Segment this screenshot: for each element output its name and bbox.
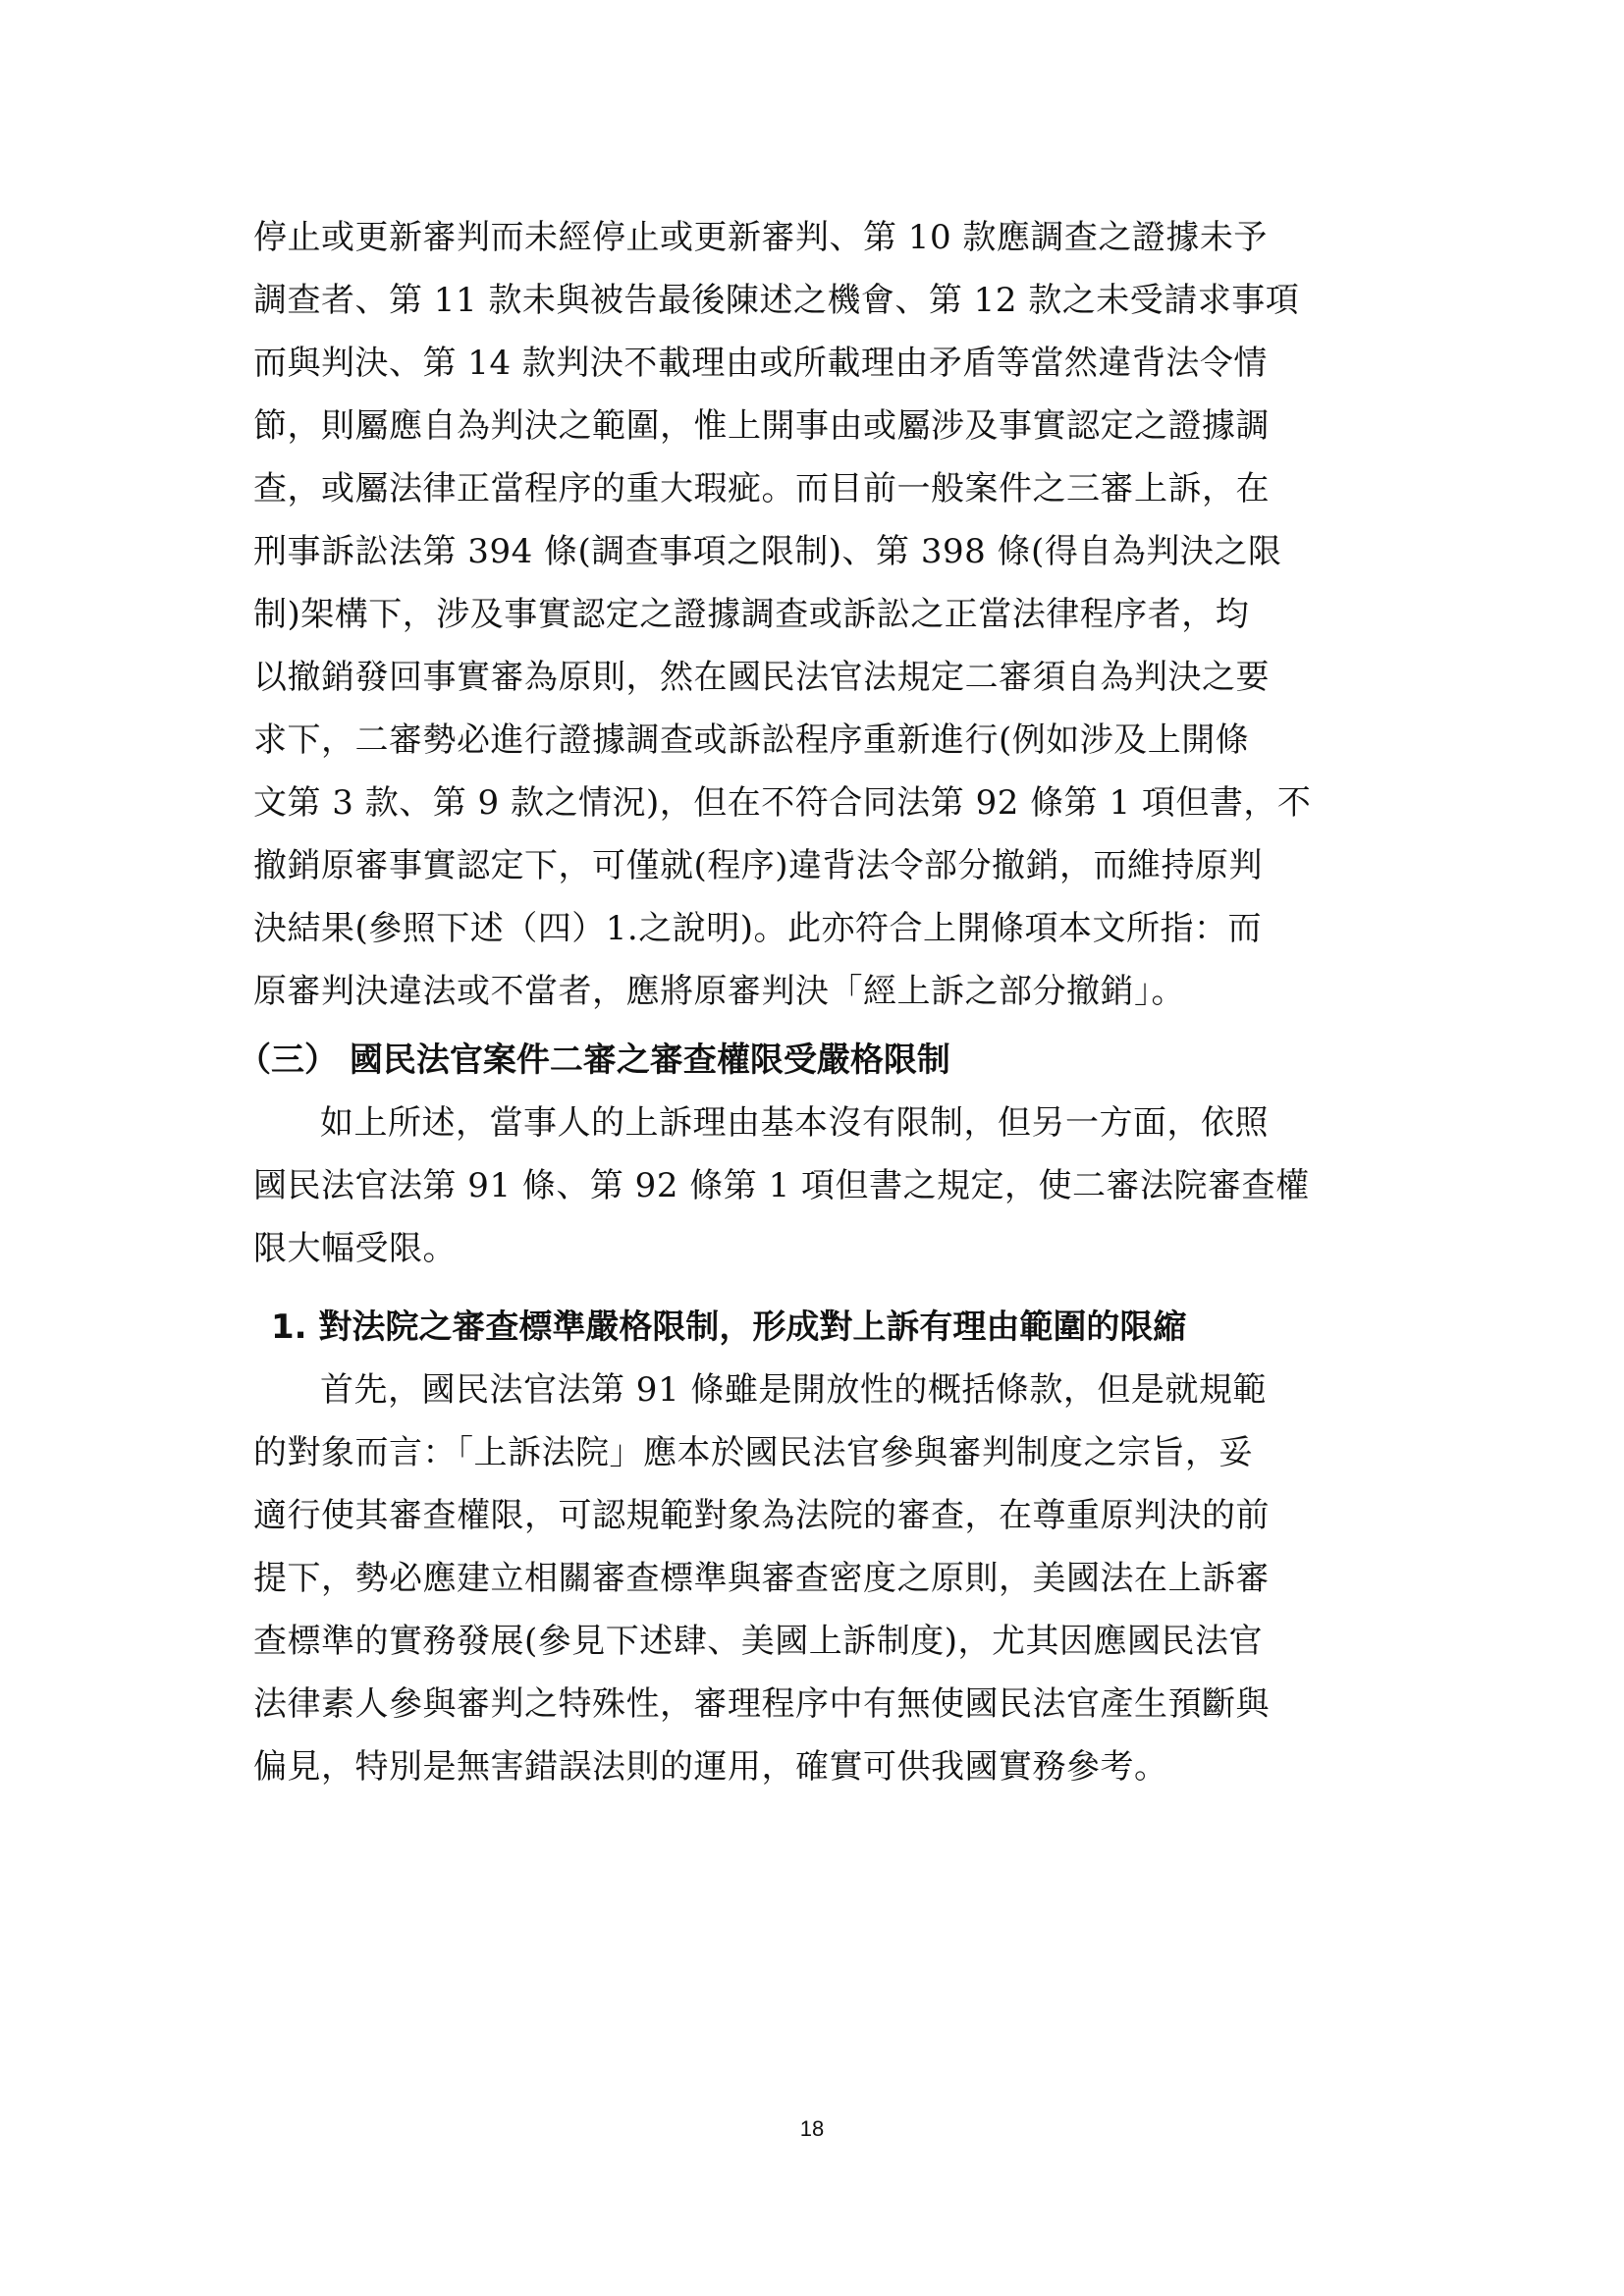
text-line: 調查者、第 11 款未與被告最後陳述之機會、第 12 款之未受請求事項 bbox=[253, 281, 1300, 320]
text-line: 而與判決、第 14 款判決不載理由或所載理由矛盾等當然違背法令情 bbox=[253, 344, 1268, 383]
text-line: 如上所述，當事人的上訴理由基本沒有限制，但另一方面，依照 bbox=[320, 1103, 1269, 1143]
text-line: 求下，二審勢必進行證據調查或訴訟程序重新進行(例如涉及上開條 bbox=[253, 721, 1250, 760]
text-line: 停止或更新審判而未經停止或更新審判、第 10 款應調查之證據未予 bbox=[253, 218, 1268, 257]
text-line: 文第 3 款、第 9 款之情況)，但在不符合同法第 92 條第 1 項但書，不 bbox=[253, 783, 1312, 823]
text-line: 首先，國民法官法第 91 條雖是開放性的概括條款，但是就規範 bbox=[320, 1370, 1267, 1410]
page-body bbox=[238, 206, 1384, 1798]
text-line: 偏見，特別是無害錯誤法則的運用，確實可供我國實務參考。 bbox=[253, 1747, 1168, 1787]
text-line: 法律素人參與審判之特殊性，審理程序中有無使國民法官產生預斷與 bbox=[253, 1684, 1270, 1724]
paragraph-continued bbox=[253, 206, 1384, 1023]
text-line: 制)架構下，涉及事實認定之證據調查或訴訟之正當法律程序者，均 bbox=[253, 595, 1250, 634]
subsection-heading: 1. 對法院之審查標準嚴格限制，形成對上訴有理由範圍的限縮 bbox=[271, 1308, 1187, 1347]
text-line: 提下，勢必應建立相關審查標準與審查密度之原則，美國法在上訴審 bbox=[253, 1559, 1270, 1598]
text-line: 決結果(參照下述（四）1.之說明)。此亦符合上開條項本文所指：而 bbox=[253, 909, 1262, 948]
text-line: 國民法官法第 91 條、第 92 條第 1 項但書之規定，使二審法院審查權 bbox=[253, 1166, 1310, 1205]
text-line: 查標準的實務發展(參見下述肆、美國上訴制度)，尤其因應國民法官 bbox=[253, 1622, 1264, 1661]
text-line: 查，或屬法律正當程序的重大瑕疵。而目前一般案件之三審上訴，在 bbox=[253, 469, 1270, 508]
text-line: 限大幅受限。 bbox=[253, 1229, 457, 1268]
subsection-paragraph bbox=[253, 1359, 1384, 1798]
text-line: 的對象而言：「上訴法院」應本於國民法官參與審判制度之宗旨，妥 bbox=[253, 1433, 1253, 1472]
section-heading: （三） 國民法官案件二審之審查權限受嚴格限制 bbox=[238, 1041, 950, 1080]
page-number: 18 bbox=[799, 2116, 825, 2141]
section-paragraph bbox=[253, 1092, 1384, 1280]
text-line: 以撤銷發回事實審為原則，然在國民法官法規定二審須自為判決之要 bbox=[253, 658, 1270, 697]
text-line: 節，則屬應自為判決之範圍，惟上開事由或屬涉及事實認定之證據調 bbox=[253, 406, 1270, 446]
text-line: 原審判決違法或不當者，應將原審判決「經上訴之部分撤銷」。 bbox=[253, 972, 1185, 1011]
text-line: 撤銷原審事實認定下，可僅就(程序)違背法令部分撤銷，而維持原判 bbox=[253, 846, 1264, 885]
text-line: 刑事訴訟法第 394 條(調查事項之限制)、第 398 條(得自為判決之限 bbox=[253, 532, 1282, 571]
text-line: 適行使其審查權限，可認規範對象為法院的審查，在尊重原判決的前 bbox=[253, 1496, 1270, 1535]
